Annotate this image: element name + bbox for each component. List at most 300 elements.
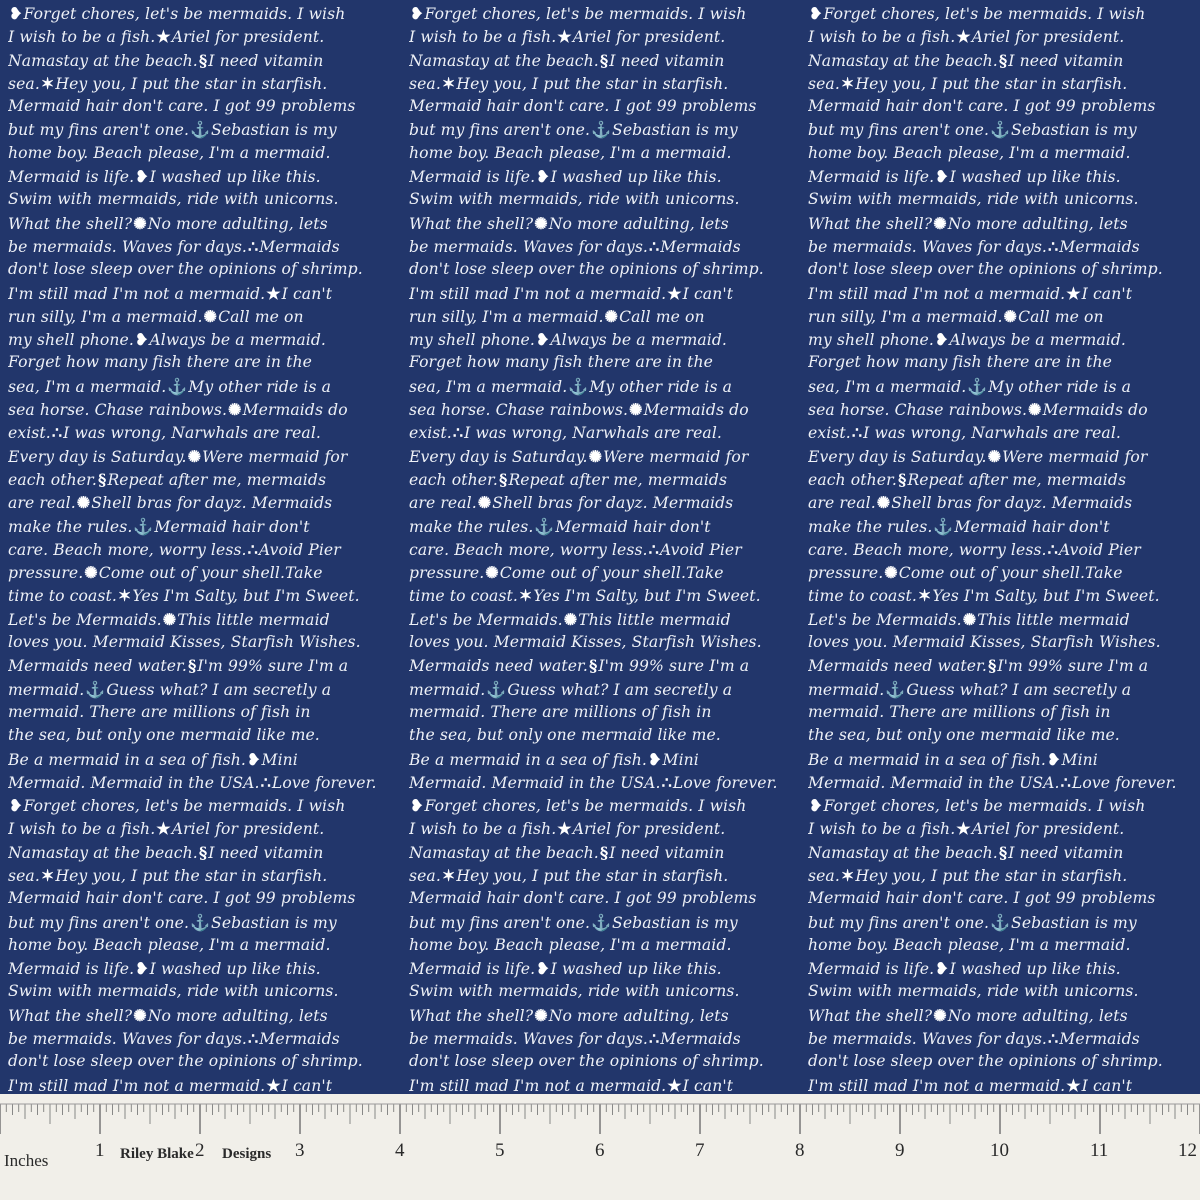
pattern-phrase: Sebastian is my [612, 913, 738, 932]
pattern-text-line [8, 748, 394, 771]
shell-icon: ✺ [876, 493, 891, 513]
pattern-phrase: Mermaids [259, 1030, 340, 1049]
pattern-phrase: Call me on [619, 307, 705, 326]
pattern-phrase: pressure. [409, 564, 485, 583]
pattern-phrase: I can't [682, 1076, 734, 1094]
pattern-text-line [409, 468, 795, 491]
pattern-phrase: Guess what? I am secretly a [507, 680, 733, 699]
pattern-phrase: Call me on [1018, 307, 1104, 326]
pattern-text-line [8, 817, 394, 840]
pattern-phrase: be mermaids. Waves for days. [409, 237, 648, 256]
pattern-text-line [8, 911, 394, 934]
pattern-phrase: Mermaid hair don't care. I got 99 problems [409, 889, 757, 908]
shell-icon: ✺ [629, 400, 643, 420]
pattern-text-line [8, 118, 394, 141]
pattern-phrase: mermaid. There are millions of fish in [808, 702, 1111, 721]
shell-icon: ✺ [477, 493, 492, 513]
pattern-phrase: care. Beach more, worry less. [409, 540, 648, 559]
pattern-phrase: loves you. Mermaid Kisses, Starfish Wishes. [8, 633, 361, 652]
tail-icon: ❥ [536, 959, 550, 979]
pattern-phrase: but my fins aren't one. [8, 913, 190, 932]
star-icon: ★ [266, 283, 281, 303]
pattern-text-line [409, 282, 795, 305]
pattern-phrase: Namastay at the beach. [8, 51, 198, 70]
pattern-text-line [808, 375, 1194, 398]
pattern-text-line [808, 421, 1194, 444]
pattern-text-line [808, 701, 1194, 724]
pattern-phrase: pressure. [808, 564, 884, 583]
pattern-phrase: Come out of your shell. [499, 564, 687, 583]
pattern-phrase: mermaid. [808, 680, 885, 699]
pattern-phrase: Swim with mermaids, ride with unicorns. [808, 190, 1139, 209]
pattern-text-line [808, 118, 1194, 141]
pattern-phrase: Love forever. [271, 773, 377, 792]
pattern-phrase: are real. [8, 494, 76, 513]
pattern-phrase: Mermaid hair don't care. I got 99 problems [8, 889, 356, 908]
pattern-phrase: loves you. Mermaid Kisses, Starfish Wishes. [409, 633, 762, 652]
pattern-text-line [409, 421, 795, 444]
star-icon: ★ [667, 283, 682, 303]
pattern-phrase: but my fins aren't one. [409, 913, 591, 932]
pattern-phrase: Mini [1061, 750, 1098, 769]
pattern-text-line [409, 654, 795, 677]
pattern-phrase: I'm still mad I'm not a mermaid. [409, 1076, 667, 1094]
star-icon: ★ [1066, 1075, 1081, 1094]
pattern-phrase: each other. [808, 470, 897, 489]
pattern-phrase: run silly, I'm a mermaid. [8, 307, 203, 326]
pattern-phrase: Call me on [218, 307, 304, 326]
pattern-phrase: No more adulting, lets [147, 1006, 328, 1025]
pattern-phrase: but my fins aren't one. [808, 913, 990, 932]
pattern-phrase: Mermaid is life. [8, 960, 135, 979]
pattern-phrase: Sebastian is my [211, 121, 337, 140]
pattern-phrase: Mermaid hair don't care. I got 99 problems [808, 97, 1156, 116]
pattern-phrase: sea horse. Chase rainbows. [8, 401, 228, 420]
pattern-text-line [808, 468, 1194, 491]
pattern-text-line [8, 212, 394, 235]
shell-icon: ✺ [133, 1005, 147, 1025]
pattern-phrase: Forget chores, let's be mermaids. I wish [23, 5, 346, 23]
pattern-text-line [8, 72, 394, 95]
pattern-phrase: Swim with mermaids, ride with unicorns. [409, 190, 740, 209]
pattern-phrase: the sea, but only one mermaid like me. [8, 726, 320, 745]
pattern-phrase: Mermaid. Mermaid in the USA. [808, 773, 1060, 792]
tail-icon: ❥ [934, 330, 949, 350]
starfish-icon: ✶ [518, 586, 533, 606]
pattern-phrase: What the shell? [409, 214, 534, 233]
anchor-icon: ⚓ [534, 516, 555, 536]
ruler-number: 8 [795, 1140, 805, 1161]
tail-icon: ❥ [935, 167, 949, 187]
pattern-phrase: Forget how many fish there are in the [808, 353, 1112, 372]
anchor-icon: ⚓ [933, 516, 954, 536]
pattern-phrase: I'm still mad I'm not a mermaid. [808, 1076, 1066, 1094]
pattern-phrase: home boy. Beach please, I'm a mermaid. [409, 143, 732, 162]
pattern-phrase: sea horse. Chase rainbows. [808, 401, 1028, 420]
anchor-icon: ⚓ [133, 516, 154, 536]
anchor-icon: ⚓ [190, 120, 211, 140]
pattern-text-line [8, 1050, 394, 1073]
pattern-text-line [8, 421, 394, 444]
starfish-icon: ✶ [441, 865, 456, 885]
pattern-phrase: sea, I'm a mermaid. [409, 377, 568, 396]
pattern-text-line [8, 25, 394, 48]
pattern-text-line [409, 771, 795, 794]
pattern-text-line [409, 445, 795, 468]
pattern-phrase: my shell phone. [8, 331, 134, 350]
pattern-phrase: Guess what? I am secretly a [106, 680, 332, 699]
pattern-phrase: Mermaid hair don't [954, 517, 1110, 536]
pattern-phrase: be mermaids. Waves for days. [409, 1030, 648, 1049]
pattern-text-line [409, 165, 795, 188]
starfish-icon: ✶ [917, 586, 932, 606]
pattern-text-line [808, 515, 1194, 538]
pattern-phrase: don't lose sleep over the opinions of shrimp. [8, 260, 363, 279]
pattern-phrase: my shell phone. [808, 331, 934, 350]
shell-icon: ✺ [1003, 306, 1018, 326]
pattern-phrase: loves you. Mermaid Kisses, Starfish Wishes. [808, 633, 1161, 652]
pattern-text-line [409, 841, 795, 864]
pattern-phrase: I'm still mad I'm not a mermaid. [8, 1076, 266, 1094]
pattern-phrase: exist. [8, 424, 51, 443]
pattern-phrase: care. Beach more, worry less. [8, 540, 247, 559]
pattern-text-line [409, 1004, 795, 1027]
pattern-text-line [409, 49, 795, 72]
pattern-phrase: Hey you, I put the star in starfish. [55, 74, 328, 93]
pattern-phrase: Were mermaid for [603, 447, 749, 466]
starfish-icon: ✶ [40, 73, 55, 93]
pattern-phrase: Let's be Mermaids. [409, 610, 563, 629]
pattern-phrase: Repeat after me, mermaids [107, 470, 327, 489]
tail-icon: ❥ [535, 330, 550, 350]
pattern-text-line [8, 631, 394, 654]
shell-icon: ✺ [884, 563, 898, 583]
pattern-text-line [409, 794, 795, 817]
anchor-icon: ⚓ [885, 679, 906, 699]
ruler-number: 10 [990, 1140, 1009, 1161]
pattern-phrase: mermaid. There are millions of fish in [8, 702, 311, 721]
pattern-text-line [409, 561, 795, 584]
pattern-phrase: What the shell? [808, 214, 933, 233]
bubbles-icon: ∴ [1048, 1029, 1059, 1049]
pattern-phrase: I washed up like this. [550, 960, 722, 979]
pattern-phrase: Namastay at the beach. [808, 51, 998, 70]
pattern-phrase: Every day is Saturday. [8, 447, 187, 466]
pattern-phrase: Yes I'm Salty, but I'm Sweet. [932, 587, 1160, 606]
pattern-text-line [409, 258, 795, 281]
seahorse-icon: § [987, 656, 997, 676]
pattern-phrase: Namastay at the beach. [409, 843, 599, 862]
star-icon: ★ [557, 27, 572, 47]
seahorse-icon: § [588, 656, 598, 676]
pattern-text-line [8, 887, 394, 910]
pattern-phrase: Swim with mermaids, ride with unicorns. [409, 982, 740, 1001]
pattern-text-line [8, 235, 394, 258]
seahorse-icon: § [498, 469, 508, 489]
pattern-text-line [808, 2, 1194, 25]
pattern-phrase: No more adulting, lets [947, 1006, 1128, 1025]
pattern-text-line [808, 1027, 1194, 1050]
pattern-text-line [8, 654, 394, 677]
pattern-phrase: sea. [808, 74, 840, 93]
bubbles-icon: ∴ [452, 423, 464, 443]
pattern-phrase: I was wrong, Narwhals are real. [63, 424, 321, 443]
pattern-text-line [8, 561, 394, 584]
pattern-phrase: No more adulting, lets [147, 214, 328, 233]
pattern-phrase: Mermaids [259, 237, 340, 256]
pattern-text-line [8, 2, 394, 25]
pattern-phrase: Hey you, I put the star in starfish. [55, 866, 328, 885]
pattern-text-line [808, 724, 1194, 747]
pattern-text-line [808, 212, 1194, 235]
pattern-text-line [409, 2, 795, 25]
pattern-phrase: Love forever. [672, 773, 778, 792]
tail-icon: ❥ [809, 796, 823, 816]
anchor-icon: ⚓ [990, 120, 1011, 140]
pattern-phrase: Mermaids need water. [8, 657, 187, 676]
pattern-text-line [409, 887, 795, 910]
pattern-phrase: This little mermaid [578, 610, 731, 629]
pattern-phrase: Come out of your shell. [898, 564, 1086, 583]
pattern-phrase: I need vitamin [609, 843, 725, 862]
pattern-phrase: don't lose sleep over the opinions of shrimp. [409, 1052, 764, 1071]
pattern-phrase: Forget chores, let's be mermaids. I wish [823, 797, 1146, 816]
pattern-text-line [8, 188, 394, 211]
pattern-phrase: Mermaid is life. [409, 168, 536, 187]
pattern-phrase: I need vitamin [1008, 843, 1124, 862]
seahorse-icon: § [599, 50, 609, 70]
pattern-text-line [808, 1050, 1194, 1073]
pattern-phrase: This little mermaid [977, 610, 1130, 629]
pattern-text-line [8, 1074, 394, 1094]
pattern-text-line [808, 305, 1194, 328]
bubbles-icon: ∴ [649, 1029, 660, 1049]
anchor-icon: ⚓ [990, 912, 1011, 932]
pattern-phrase: Mermaid hair don't care. I got 99 problems [808, 889, 1156, 908]
pattern-phrase: I'm still mad I'm not a mermaid. [409, 284, 667, 303]
pattern-phrase: Were mermaid for [202, 447, 348, 466]
pattern-text-line [8, 142, 394, 165]
bubbles-icon: ∴ [248, 1029, 259, 1049]
tail-icon: ❥ [410, 796, 424, 816]
pattern-phrase: sea horse. Chase rainbows. [409, 401, 629, 420]
pattern-phrase: No more adulting, lets [548, 1006, 729, 1025]
pattern-text-line [808, 631, 1194, 654]
pattern-text-line [409, 212, 795, 235]
pattern-phrase: Mermaids do [242, 401, 348, 420]
shell-icon: ✺ [987, 446, 1002, 466]
pattern-phrase: Sebastian is my [211, 913, 337, 932]
star-icon: ★ [667, 1075, 682, 1094]
pattern-text-line [808, 398, 1194, 421]
pattern-phrase: Every day is Saturday. [409, 447, 588, 466]
bubbles-icon: ∴ [260, 772, 271, 792]
pattern-phrase: Always be a mermaid. [949, 331, 1126, 350]
pattern-phrase: Namastay at the beach. [808, 843, 998, 862]
pattern-text-line [808, 841, 1194, 864]
ruler-number: 2 [195, 1140, 205, 1161]
pattern-text-line [409, 724, 795, 747]
pattern-text-line [8, 794, 394, 817]
pattern-phrase: Always be a mermaid. [550, 331, 727, 350]
pattern-text-line [409, 1074, 795, 1094]
pattern-text-line [8, 165, 394, 188]
pattern-text-line [8, 258, 394, 281]
pattern-phrase: Be a mermaid in a sea of fish. [808, 750, 1046, 769]
anchor-icon: ⚓ [967, 376, 988, 396]
pattern-text-line [808, 817, 1194, 840]
seahorse-icon: § [198, 842, 208, 862]
pattern-text-line [808, 864, 1194, 887]
pattern-phrase: Mermaid is life. [8, 168, 135, 187]
pattern-text-line [8, 841, 394, 864]
anchor-icon: ⚓ [190, 912, 211, 932]
pattern-phrase: Be a mermaid in a sea of fish. [8, 750, 246, 769]
pattern-phrase: time to coast. [409, 587, 518, 606]
pattern-phrase: home boy. Beach please, I'm a mermaid. [808, 935, 1131, 954]
starfish-icon: ✶ [840, 73, 855, 93]
pattern-phrase: Mermaid hair don't [555, 517, 711, 536]
ruler-number: 11 [1090, 1140, 1109, 1161]
pattern-text-line [409, 515, 795, 538]
pattern-text-line [409, 491, 795, 514]
pattern-phrase: be mermaids. Waves for days. [8, 237, 247, 256]
pattern-phrase: make the rules. [8, 517, 133, 536]
pattern-text-line [409, 980, 795, 1003]
pattern-phrase: What the shell? [409, 1006, 534, 1025]
pattern-phrase: I can't [682, 284, 734, 303]
pattern-phrase: mermaid. [8, 680, 85, 699]
pattern-text-line [8, 864, 394, 887]
pattern-phrase: make the rules. [808, 517, 933, 536]
pattern-phrase: Forget chores, let's be mermaids. I wish [823, 5, 1146, 23]
pattern-phrase: Mermaid hair don't [154, 517, 310, 536]
pattern-phrase: I wish to be a fish. [409, 28, 557, 47]
pattern-phrase: Hey you, I put the star in starfish. [855, 74, 1128, 93]
bubbles-icon: ∴ [51, 423, 63, 443]
pattern-phrase: Hey you, I put the star in starfish. [456, 866, 729, 885]
pattern-phrase: I wish to be a fish. [808, 820, 956, 839]
pattern-text-line [8, 934, 394, 957]
tail-icon: ❥ [1046, 749, 1061, 769]
pattern-phrase: Love forever. [1071, 773, 1177, 792]
pattern-text-line [808, 491, 1194, 514]
pattern-phrase: home boy. Beach please, I'm a mermaid. [409, 935, 732, 954]
ruler-number: 3 [295, 1140, 305, 1161]
pattern-phrase: home boy. Beach please, I'm a mermaid. [8, 935, 331, 954]
seahorse-icon: § [198, 50, 208, 70]
pattern-phrase: run silly, I'm a mermaid. [808, 307, 1003, 326]
pattern-phrase: Namastay at the beach. [409, 51, 599, 70]
shell-icon: ✺ [228, 400, 242, 420]
pattern-phrase: sea, I'm a mermaid. [8, 377, 167, 396]
pattern-phrase: don't lose sleep over the opinions of shrimp. [808, 260, 1163, 279]
pattern-text-line [808, 235, 1194, 258]
pattern-phrase: Were mermaid for [1002, 447, 1148, 466]
pattern-text-line [409, 864, 795, 887]
seahorse-icon: § [897, 469, 907, 489]
bubbles-icon: ∴ [661, 772, 672, 792]
pattern-text-line [409, 538, 795, 561]
pattern-text-line [808, 771, 1194, 794]
pattern-text-line [409, 934, 795, 957]
pattern-text-line [409, 1050, 795, 1073]
anchor-icon: ⚓ [568, 376, 589, 396]
pattern-text-line [808, 934, 1194, 957]
pattern-phrase: Forget chores, let's be mermaids. I wish [23, 797, 346, 816]
bubbles-icon: ∴ [248, 236, 259, 256]
pattern-text-line [808, 95, 1194, 118]
pattern-phrase: Always be a mermaid. [149, 331, 326, 350]
pattern-phrase: Hey you, I put the star in starfish. [855, 866, 1128, 885]
pattern-phrase: mermaid. [409, 680, 486, 699]
pattern-phrase: This little mermaid [177, 610, 330, 629]
pattern-text-line [8, 49, 394, 72]
pattern-text-line [808, 258, 1194, 281]
pattern-phrase: exist. [808, 424, 851, 443]
pattern-text-line [409, 25, 795, 48]
pattern-phrase: sea. [808, 866, 840, 885]
ruler-unit-label: Inches [4, 1151, 49, 1170]
pattern-phrase: don't lose sleep over the opinions of shrimp. [808, 1052, 1163, 1071]
star-icon: ★ [156, 27, 171, 47]
pattern-phrase: time to coast. [808, 587, 917, 606]
pattern-phrase: Repeat after me, mermaids [508, 470, 728, 489]
shell-icon: ✺ [133, 213, 147, 233]
bubbles-icon: ∴ [851, 423, 863, 443]
pattern-phrase: don't lose sleep over the opinions of shrimp. [8, 1052, 363, 1071]
pattern-phrase: I washed up like this. [949, 960, 1121, 979]
pattern-phrase: Sebastian is my [1011, 121, 1137, 140]
pattern-phrase: each other. [8, 470, 97, 489]
star-icon: ★ [266, 1075, 281, 1094]
pattern-phrase: Forget how many fish there are in the [409, 353, 713, 372]
shell-icon: ✺ [162, 609, 177, 629]
anchor-icon: ⚓ [591, 912, 612, 932]
pattern-text-line [808, 654, 1194, 677]
shell-icon: ✺ [933, 213, 947, 233]
ruler-number: 4 [395, 1140, 405, 1161]
pattern-phrase: Mermaid is life. [808, 960, 935, 979]
pattern-phrase: I wish to be a fish. [808, 28, 956, 47]
pattern-phrase: Sebastian is my [612, 121, 738, 140]
pattern-phrase: be mermaids. Waves for days. [808, 237, 1047, 256]
pattern-phrase: run silly, I'm a mermaid. [409, 307, 604, 326]
ruler-brand-name: Riley Blake [120, 1146, 194, 1162]
pattern-column-left [8, 2, 394, 1094]
tail-icon: ❥ [135, 959, 149, 979]
pattern-phrase: I was wrong, Narwhals are real. [464, 424, 722, 443]
pattern-text-line [409, 375, 795, 398]
pattern-phrase: Ariel for president. [572, 820, 726, 839]
pattern-phrase: Swim with mermaids, ride with unicorns. [808, 982, 1139, 1001]
pattern-phrase: but my fins aren't one. [808, 121, 990, 140]
pattern-text-line [409, 72, 795, 95]
pattern-text-line [808, 142, 1194, 165]
shell-icon: ✺ [563, 609, 578, 629]
pattern-phrase: I'm still mad I'm not a mermaid. [808, 284, 1066, 303]
pattern-phrase: Mermaid is life. [409, 960, 536, 979]
pattern-phrase: Mermaid. Mermaid in the USA. [8, 773, 260, 792]
pattern-phrase: Forget chores, let's be mermaids. I wish [424, 797, 747, 816]
pattern-text-line [808, 328, 1194, 351]
pattern-phrase: are real. [808, 494, 876, 513]
pattern-phrase: What the shell? [808, 1006, 933, 1025]
pattern-phrase: make the rules. [409, 517, 534, 536]
pattern-phrase: I need vitamin [208, 51, 324, 70]
pattern-phrase: Forget how many fish there are in the [8, 353, 312, 372]
pattern-phrase: the sea, but only one mermaid like me. [409, 726, 721, 745]
